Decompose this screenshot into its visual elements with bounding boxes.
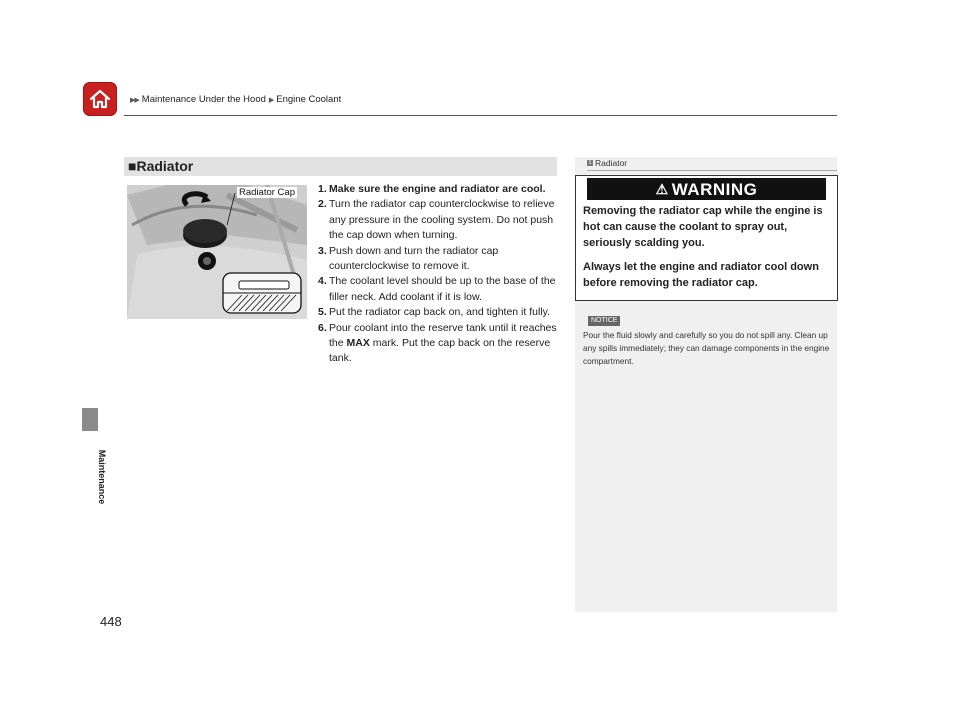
step-text: Pour coolant into the reserve tank until it reaches the [329, 321, 557, 350]
figure-callout-label: Radiator Cap [239, 187, 295, 198]
home-button[interactable] [83, 82, 117, 116]
header-divider [124, 115, 837, 116]
warning-text [583, 204, 833, 301]
step-text: The coolant level should be up to the base of the filler neck. Add coolant if it is low. [329, 275, 556, 303]
home-icon [88, 87, 112, 111]
max-mark-text: MAX [346, 337, 370, 350]
step-number: 1. [318, 183, 327, 195]
breadcrumb-item[interactable]: Engine Coolant [276, 94, 342, 105]
sidebar-heading-text: Radiator [595, 158, 628, 168]
warning-paragraph: Removing the radiator cap while the engine is hot can cause the coolant to spray out, seriously scalding you. [583, 205, 823, 249]
breadcrumb-arrow-icon: ▶▶ [130, 96, 139, 104]
breadcrumb-arrow-icon: ▶ [268, 96, 274, 104]
section-title-text: Radiator [136, 158, 194, 174]
warning-triangle-icon: ⚠ [655, 181, 669, 197]
section-title [128, 158, 193, 174]
radiator-illustration [127, 185, 307, 319]
instruction-steps [318, 182, 563, 367]
step-number: 6. [318, 321, 327, 334]
step-text: Make sure the engine and radiator are cool. [329, 183, 546, 195]
list-item [318, 197, 563, 243]
breadcrumb-item[interactable]: Maintenance Under the Hood [141, 94, 266, 105]
warning-paragraph: Always let the engine and radiator cool down before removing the radiator cap. [583, 261, 819, 290]
step-text: Push down and turn the radiator cap counterclockwise to remove it. [329, 244, 499, 273]
step-number: 4. [318, 275, 327, 288]
list-item [318, 274, 563, 305]
chapter-tab-label: Maintenance [97, 449, 107, 505]
list-item [318, 321, 563, 367]
reference-marker-icon: 1 [588, 160, 592, 166]
sidebar-divider [587, 170, 837, 171]
warning-label: WARNING [671, 180, 758, 199]
step-text: Put the radiator cap back on, and tighten it fully. [329, 306, 551, 319]
step-number: 2. [318, 198, 327, 211]
step-number: 5. [318, 306, 327, 319]
notice-text: Pour the fluid slowly and carefully so you do not spill any. Clean up any spills immediately; they can damage components in the engine compartment. [583, 330, 830, 366]
section-marker-icon: ■ [128, 158, 137, 174]
list-item [318, 305, 563, 320]
notice-badge: NOTICE [588, 316, 620, 326]
step-text-continued: mark. Put the cap back on the reserve tank. [329, 337, 551, 365]
list-item [318, 244, 563, 275]
step-number: 3. [318, 244, 327, 257]
warning-box [575, 175, 838, 301]
breadcrumb [130, 94, 341, 105]
sidebar-heading [587, 158, 627, 168]
list-item [318, 182, 563, 197]
step-text: Turn the radiator cap counterclockwise to relieve any pressure in the cooling system. Do not push the cap down when turning. [329, 198, 555, 242]
chapter-tab-marker [82, 408, 98, 431]
page-number: 448 [100, 614, 122, 629]
warning-banner [587, 178, 826, 200]
